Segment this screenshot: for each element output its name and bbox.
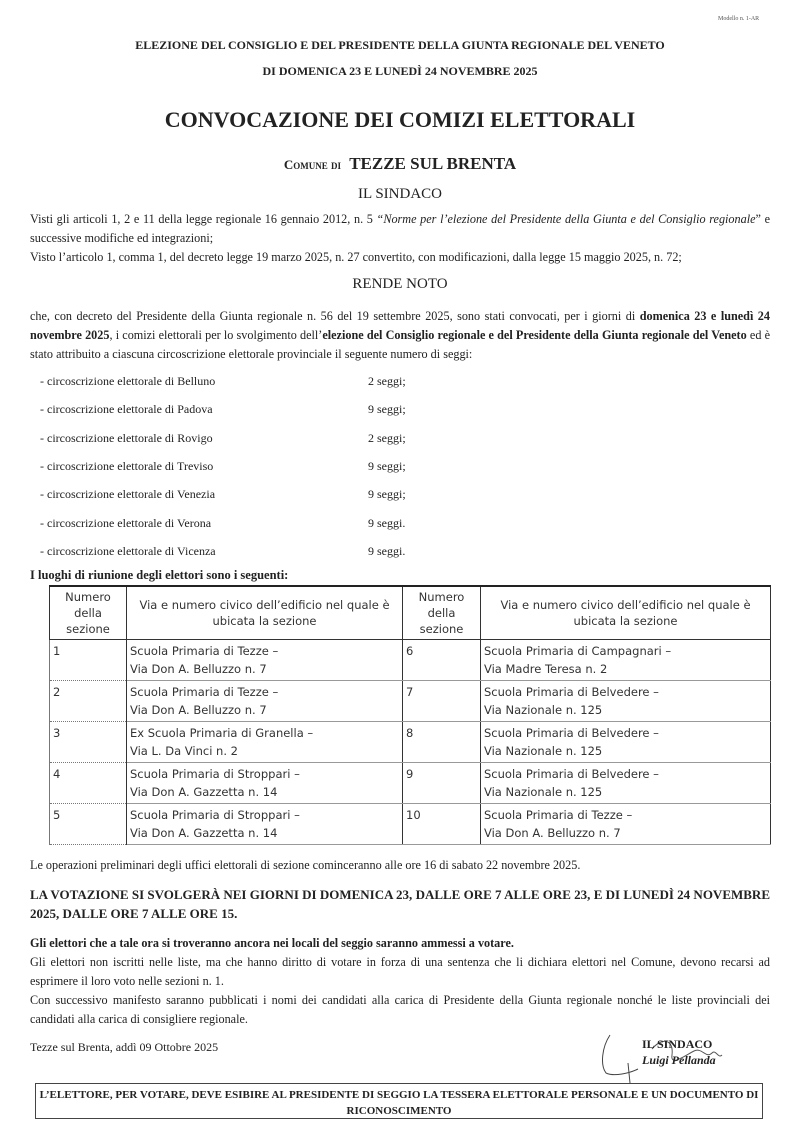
table-row bbox=[50, 763, 771, 804]
school-name: Scuola Primaria di Campagnari – bbox=[484, 644, 672, 658]
section-number: 10 bbox=[403, 804, 481, 845]
rende-text-a: che, con decreto del Presidente della Giunta regionale n. 56 del 19 settembre 2025, sono stati convocati, per i giorni di bbox=[30, 309, 640, 323]
section-number: 2 bbox=[50, 681, 127, 722]
visti-paragraph bbox=[30, 210, 770, 267]
model-number: Modello n. 1-AR bbox=[718, 16, 760, 22]
circoscrizione-name: - circoscrizione elettorale di Treviso bbox=[40, 458, 214, 473]
header-via-1: Via e numero civico dell’edificio nel quale è ubicata la sezione bbox=[127, 586, 403, 640]
sections-table bbox=[49, 585, 771, 845]
seggi-count: 9 seggi; bbox=[368, 487, 406, 502]
signature-block bbox=[642, 1036, 716, 1068]
section-location bbox=[127, 681, 403, 722]
address: Via Don A. Gazzetta n. 14 bbox=[130, 785, 278, 799]
seggi-count: 9 seggi; bbox=[368, 458, 406, 473]
school-name: Scuola Primaria di Belvedere – bbox=[484, 767, 659, 781]
signature-title: IL SINDACO bbox=[642, 1037, 713, 1051]
header-numero-1: Numero della sezione bbox=[50, 586, 127, 640]
place-date: Tezze sul Brenta, addì 09 Ottobre 2025 bbox=[30, 1040, 219, 1054]
table-row bbox=[50, 804, 771, 845]
votazione-text: LA VOTAZIONE SI SVOLGERÀ NEI GIORNI DI DOMENICA 23, DALLE ORE 7 ALLE ORE 23, E DI LUNEDÌ 24 NOVEMBRE 2025, DALLE ORE 7 ALLE ORE 15. bbox=[30, 887, 770, 921]
header-numero-2: Numero della sezione bbox=[403, 586, 481, 640]
section-location bbox=[127, 804, 403, 845]
section-number: 5 bbox=[50, 804, 127, 845]
seggi-count: 2 seggi; bbox=[368, 430, 406, 445]
closing-paragraphs bbox=[30, 934, 770, 1029]
comune-prefix: Comune di bbox=[283, 157, 341, 172]
section-number: 4 bbox=[50, 763, 127, 804]
address: Via Don A. Belluzzo n. 7 bbox=[130, 703, 267, 717]
seggi-count: 2 seggi; bbox=[368, 374, 406, 388]
circoscrizione-name: - circoscrizione elettorale di Vicenza bbox=[40, 543, 216, 558]
address: Via Nazionale n. 125 bbox=[484, 703, 603, 717]
circoscrizione-name: - circoscrizione elettorale di Verona bbox=[40, 515, 212, 530]
election-header-line1: ELEZIONE DEL CONSIGLIO E DEL PRESIDENTE DELLA GIUNTA REGIONALE DEL VENETO bbox=[135, 38, 665, 52]
address: Via L. Da Vinci n. 2 bbox=[130, 744, 238, 758]
visti-text: Visti gli articoli 1, 2 e 11 della legge regionale 16 gennaio 2012, n. 5 bbox=[30, 212, 377, 226]
seggi-count: 9 seggi. bbox=[368, 515, 406, 530]
circoscrizione-name: - circoscrizione elettorale di Rovigo bbox=[40, 430, 213, 445]
address: Via Don A. Gazzetta n. 14 bbox=[130, 826, 278, 840]
rende-text-e: ed è stato attribuito a ciascuna circoscrizione elettorale provinciale il seguente numero di seggi: bbox=[30, 328, 771, 361]
section-location bbox=[481, 804, 771, 845]
page-title: CONVOCAZIONE DEI COMIZI ELETTORALI bbox=[164, 107, 636, 132]
comune-name: TEZZE SUL BRENTA bbox=[349, 154, 517, 173]
address: Via Don A. Belluzzo n. 7 bbox=[484, 826, 621, 840]
table-row bbox=[50, 640, 771, 681]
circoscrizione-item bbox=[40, 430, 406, 451]
rende-text-c: , i comizi elettorali per lo svolgimento dell’ bbox=[109, 328, 323, 342]
section-number: 1 bbox=[50, 640, 127, 681]
visto-text: Visto l’articolo 1, comma 1, del decreto legge 19 marzo 2025, n. 27 convertito, con modificazioni, dalla legge 15 maggio 2025, n. 72; bbox=[30, 250, 682, 264]
circoscrizione-item bbox=[40, 487, 406, 507]
address: Via Madre Teresa n. 2 bbox=[484, 662, 608, 676]
school-name: Scuola Primaria di Tezze – bbox=[130, 644, 279, 658]
school-name: Ex Scuola Primaria di Granella – bbox=[130, 726, 314, 740]
visti-text-end: ” e successive modifiche ed integrazioni; bbox=[30, 212, 770, 245]
section-number: 8 bbox=[403, 722, 481, 763]
school-name: Scuola Primaria di Tezze – bbox=[484, 808, 633, 822]
address: Via Nazionale n. 125 bbox=[484, 785, 603, 799]
comune-heading bbox=[0, 154, 800, 174]
section-location bbox=[481, 640, 771, 681]
section-location bbox=[481, 681, 771, 722]
rende-noto-paragraph bbox=[30, 307, 770, 364]
circoscrizione-item bbox=[40, 402, 406, 422]
ammessi-text: Gli elettori che a tale ora si troveranno ancora nei locali del seggio saranno ammessi a votare. bbox=[30, 936, 514, 950]
circoscrizione-name: - circoscrizione elettorale di Venezia bbox=[40, 487, 216, 502]
rende-dates: domenica 23 e lunedì 24 novembre 2025 bbox=[30, 309, 770, 342]
address: Via Nazionale n. 125 bbox=[484, 744, 603, 758]
manifesto-text: Con successivo manifesto saranno pubblicati i nomi dei candidati alla carica di Presidente della Giunta regionale nonché le liste provinciali dei candidati alla carica di consigliere regionale. bbox=[30, 993, 770, 1026]
school-name: Scuola Primaria di Belvedere – bbox=[484, 685, 659, 699]
section-location bbox=[127, 722, 403, 763]
law-title: “Norme per l’elezione del Presidente della Giunta e del Consiglio regionale bbox=[376, 212, 756, 226]
school-name: Scuola Primaria di Belvedere – bbox=[484, 726, 659, 740]
section-location bbox=[481, 763, 771, 804]
circoscrizione-name: - circoscrizione elettorale di Padova bbox=[40, 402, 213, 417]
table-row bbox=[50, 722, 771, 763]
school-name: Scuola Primaria di Stroppari – bbox=[130, 767, 300, 781]
circoscrizione-item bbox=[40, 543, 406, 564]
section-number: 9 bbox=[403, 763, 481, 804]
circoscrizione-item bbox=[40, 374, 406, 394]
circoscrizione-name: - circoscrizione elettorale di Belluno bbox=[40, 374, 216, 388]
luoghi-heading: I luoghi di riunione degli elettori sono i seguenti: bbox=[30, 568, 289, 582]
non-iscritti-text: Gli elettori non iscritti nelle liste, ma che hanno diritto di votare in forza di una sentenza che li dichiara elettori nel Comune, devono recarsi ad esprimere il loro voto nelle sezioni n. 1. bbox=[30, 955, 770, 988]
section-number: 6 bbox=[403, 640, 481, 681]
section-number: 7 bbox=[403, 681, 481, 722]
rende-election: elezione del Consiglio regionale e del Presidente della Giunta regionale del Veneto bbox=[322, 328, 747, 342]
section-location bbox=[481, 722, 771, 763]
address: Via Don A. Belluzzo n. 7 bbox=[130, 662, 267, 676]
circoscrizione-item bbox=[40, 458, 406, 479]
sindaco-heading: IL SINDACO bbox=[357, 186, 443, 202]
table-row bbox=[50, 681, 771, 722]
election-header-line2: DI DOMENICA 23 E LUNEDÌ 24 NOVEMBRE 2025 bbox=[262, 64, 538, 78]
seggi-count: 9 seggi; bbox=[368, 402, 406, 417]
rende-noto-heading: RENDE NOTO bbox=[352, 276, 448, 292]
voter-notice-box: L’ELETTORE, PER VOTARE, DEVE ESIBIRE AL PRESIDENTE DI SEGGIO LA TESSERA ELETTORALE PERSONALE E UN DOCUMENTO DI RICONOSCIMENTO bbox=[35, 1083, 763, 1119]
seggi-count: 9 seggi. bbox=[368, 543, 406, 558]
section-location bbox=[127, 763, 403, 804]
school-name: Scuola Primaria di Stroppari – bbox=[130, 808, 300, 822]
signature-name: Luigi Pellanda bbox=[642, 1053, 716, 1067]
table-header-row bbox=[50, 586, 771, 640]
operazioni-text: Le operazioni preliminari degli uffici elettorali di sezione cominceranno alle ore 16 di sabato 22 novembre 2025. bbox=[30, 858, 581, 872]
section-location bbox=[127, 640, 403, 681]
circoscrizione-item bbox=[40, 515, 406, 536]
header-via-2: Via e numero civico dell’edificio nel quale è ubicata la sezione bbox=[481, 586, 771, 640]
school-name: Scuola Primaria di Tezze – bbox=[130, 685, 279, 699]
section-number: 3 bbox=[50, 722, 127, 763]
